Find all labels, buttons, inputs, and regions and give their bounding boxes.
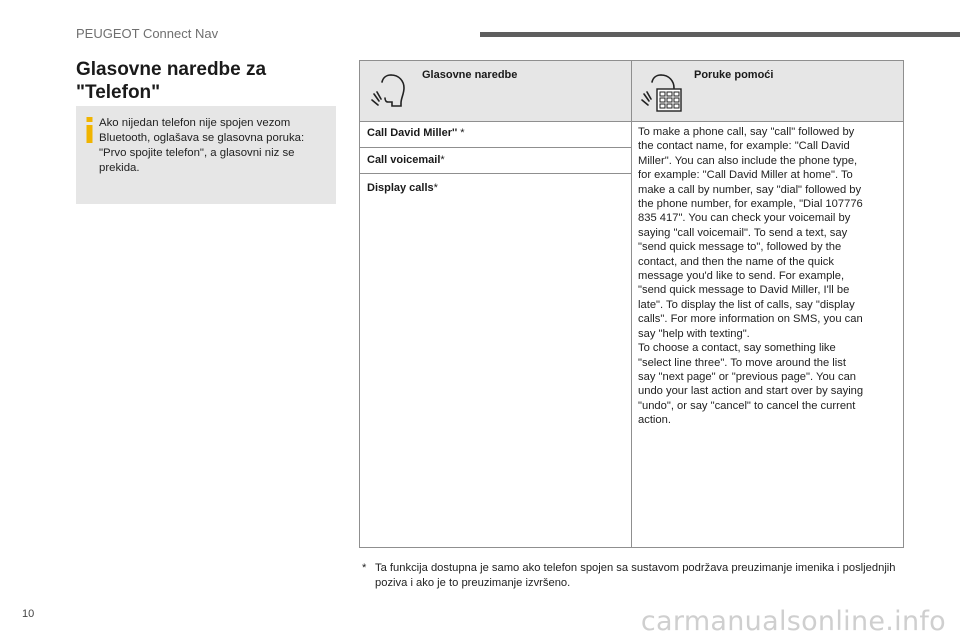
- voice-command-icon: [370, 71, 410, 111]
- command-display-calls: [367, 182, 438, 194]
- help-line: contact, and then the name of the quick: [638, 255, 834, 268]
- help-line: "undo", or say "cancel" to cancel the current: [638, 399, 856, 412]
- help-line: make a call by number, say "dial" followed by: [638, 183, 862, 196]
- info-text: Ako nijedan telefon nije spojen vezom Bluetooth, oglašava se glasovna poruka: "Prvo spojite telefon", a glasovni niz se prekida.: [99, 117, 305, 174]
- help-line: calls". For more information on SMS, you can: [638, 313, 863, 326]
- row-divider: [360, 147, 631, 148]
- help-line: undo your last action and start over by saying: [638, 385, 864, 398]
- command-mark: *: [433, 182, 438, 194]
- row-divider: [360, 173, 631, 174]
- command-label: Display calls: [367, 182, 434, 194]
- help-line: the contact name, for example: "Call David: [638, 140, 850, 153]
- command-label: Call voicemail: [367, 154, 441, 166]
- voice-commands-table: [359, 60, 904, 548]
- help-line: "send quick message to", followed by the: [638, 241, 842, 254]
- command-mark: *: [440, 154, 445, 166]
- info-box: [76, 106, 336, 204]
- help-line: "send quick message to David Miller, I'll be: [638, 284, 850, 297]
- info-icon: [83, 117, 97, 143]
- command-call-contact: [367, 127, 465, 139]
- help-line: 835 417". You can check your voicemail by: [638, 212, 851, 225]
- help-line: "select line three". To move around the list: [638, 356, 846, 369]
- header-title: PEUGEOT Connect Nav: [76, 26, 219, 41]
- help-line: the phone number, for example, "Dial 107776: [638, 198, 863, 211]
- help-text: [638, 125, 896, 428]
- help-line: for example: "Call David Miller at home". To: [638, 169, 853, 182]
- help-line: action.: [638, 414, 671, 427]
- watermark: carmanualsonline.info: [640, 606, 946, 637]
- help-line: late". To display the list of calls, say "display: [638, 298, 855, 311]
- col-header-commands: Glasovne naredbe: [422, 69, 518, 81]
- command-mark: *: [460, 127, 465, 139]
- col-header-help: Poruke pomoći: [694, 69, 774, 81]
- command-call-voicemail: [367, 154, 445, 166]
- command-label: Call David Miller'': [367, 127, 461, 139]
- footnote-text: Ta funkcija dostupna je samo ako telefon spojen sa sustavom podržava preuzimanje imenika i posljednjih poziva i ako je to preuzimanje izvršeno.: [375, 562, 896, 589]
- help-line: To choose a contact, say something like: [638, 342, 836, 355]
- voice-help-keypad-icon: [640, 71, 684, 115]
- footnote: [362, 561, 902, 591]
- header-bar: [480, 32, 960, 37]
- page-number: 10: [22, 608, 35, 620]
- help-line: say "next page" or "previous page". You can: [638, 370, 857, 383]
- help-line: saying "call voicemail". To send a text, say: [638, 226, 848, 239]
- help-line: Miller". You can also include the phone type,: [638, 154, 858, 167]
- help-line: say "help with texting".: [638, 327, 750, 340]
- help-line: message you'd like to send. For example,: [638, 270, 845, 283]
- help-line: To make a phone call, say "call" followed by: [638, 126, 855, 138]
- section-title: Glasovne naredbe za "Telefon": [76, 59, 267, 103]
- footnote-mark: *: [362, 562, 367, 574]
- column-divider: [631, 61, 632, 547]
